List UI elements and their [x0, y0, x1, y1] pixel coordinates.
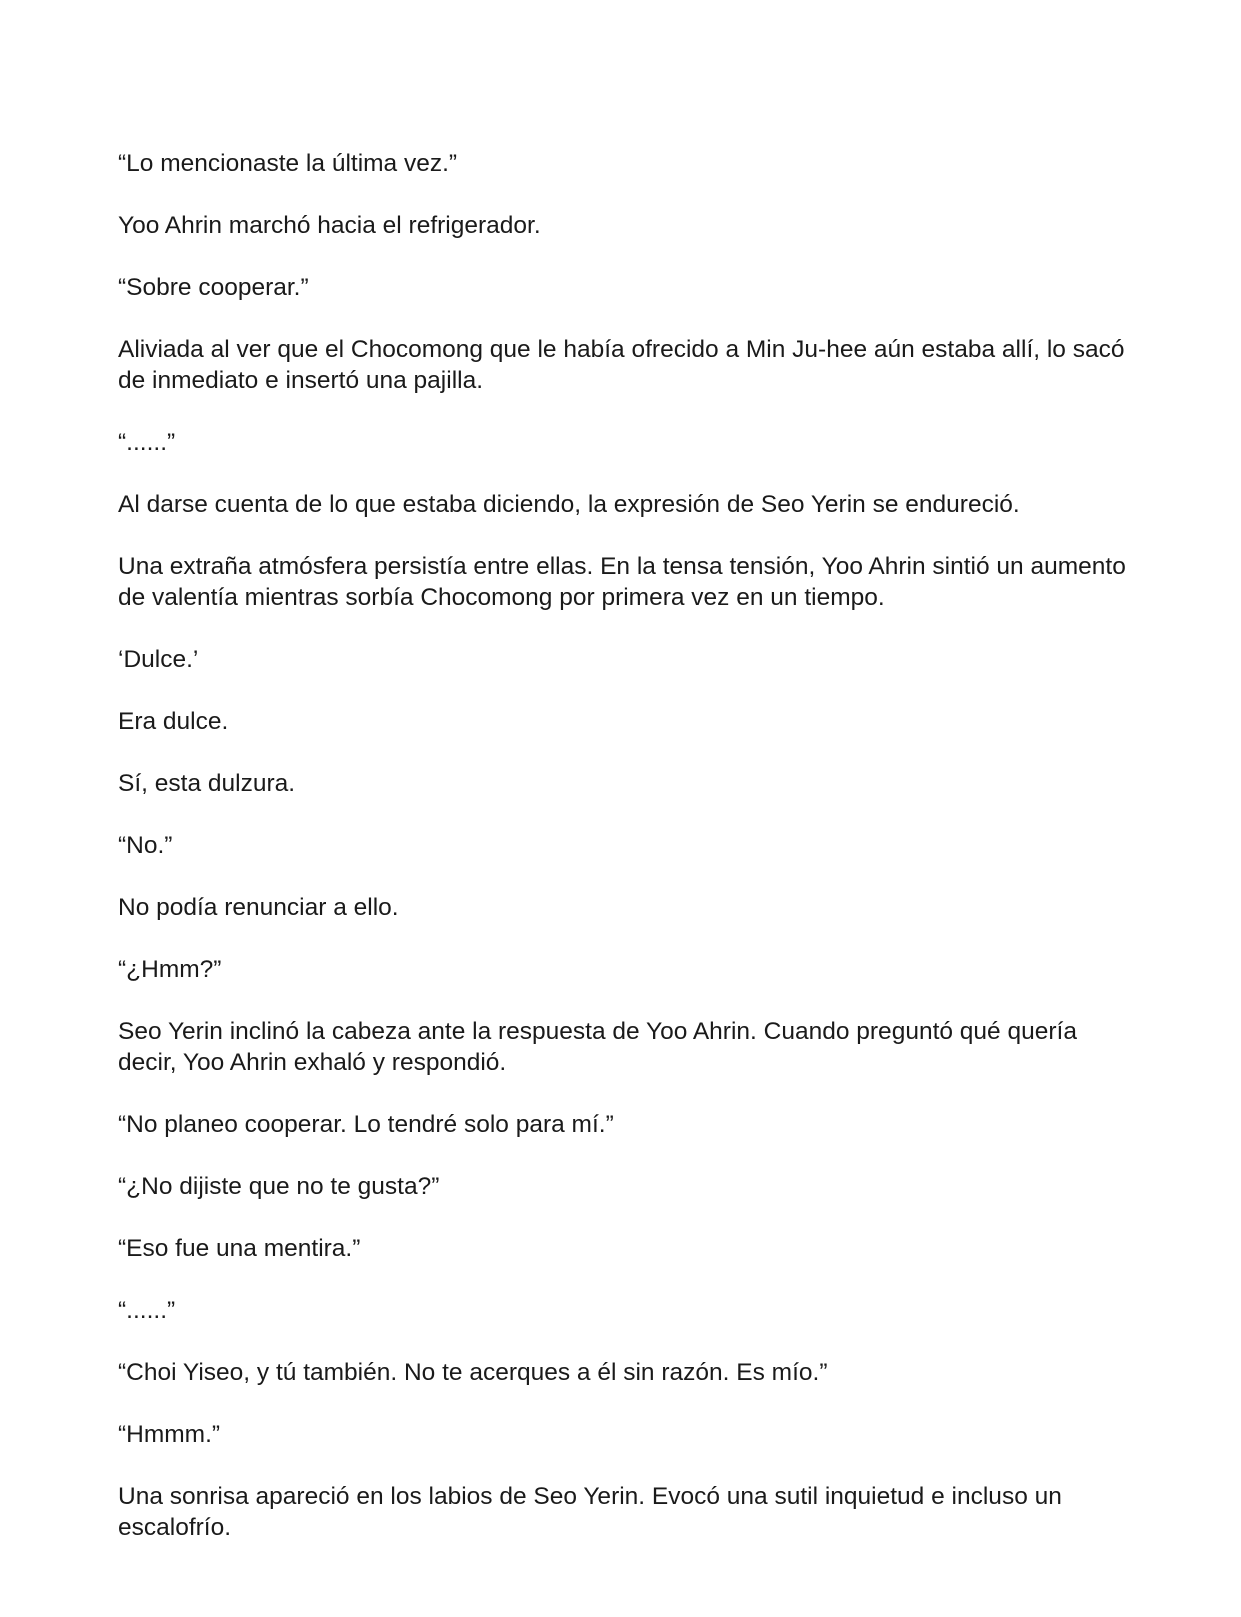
- paragraph: “Hmmm.”: [118, 1421, 221, 1448]
- document-body: [118, 148, 1128, 1543]
- paragraph: Seo Yerin inclinó la cabeza ante la respuesta de Yoo Ahrin. Cuando preguntó qué quería decir, Yoo Ahrin exhaló y respondió.: [118, 1018, 1077, 1076]
- paragraph: “¿No dijiste que no te gusta?”: [118, 1173, 440, 1200]
- paragraph: No podía renunciar a ello.: [118, 894, 399, 921]
- paragraph: “No.”: [118, 832, 173, 859]
- paragraph: Sí, esta dulzura.: [118, 770, 296, 797]
- paragraph: ‘Dulce.’: [118, 646, 199, 673]
- paragraph: Yoo Ahrin marchó hacia el refrigerador.: [118, 212, 541, 239]
- paragraph: “Eso fue una mentira.”: [118, 1235, 361, 1262]
- paragraph: “......”: [118, 429, 176, 456]
- paragraph: “Choi Yiseo, y tú también. No te acerques a él sin razón. Es mío.”: [118, 1359, 828, 1386]
- paragraph: “Sobre cooperar.”: [118, 274, 309, 301]
- paragraph: Aliviada al ver que el Chocomong que le había ofrecido a Min Ju-hee aún estaba allí, lo sacó de inmediato e insertó una pajilla.: [118, 336, 1125, 394]
- paragraph: “......”: [118, 1297, 176, 1324]
- paragraph: “No planeo cooperar. Lo tendré solo para mí.”: [118, 1111, 614, 1138]
- paragraph: “¿Hmm?”: [118, 956, 222, 983]
- paragraph: Era dulce.: [118, 708, 229, 735]
- paragraph: Una sonrisa apareció en los labios de Seo Yerin. Evocó una sutil inquietud e incluso un escalofrío.: [118, 1483, 1062, 1541]
- paragraph: “Lo mencionaste la última vez.”: [118, 150, 458, 177]
- paragraph: Una extraña atmósfera persistía entre ellas. En la tensa tensión, Yoo Ahrin sintió un aumento de valentía mientras sorbía Chocomong por primera vez en un tiempo.: [118, 553, 1126, 611]
- paragraph: Al darse cuenta de lo que estaba diciendo, la expresión de Seo Yerin se endureció.: [118, 491, 1020, 518]
